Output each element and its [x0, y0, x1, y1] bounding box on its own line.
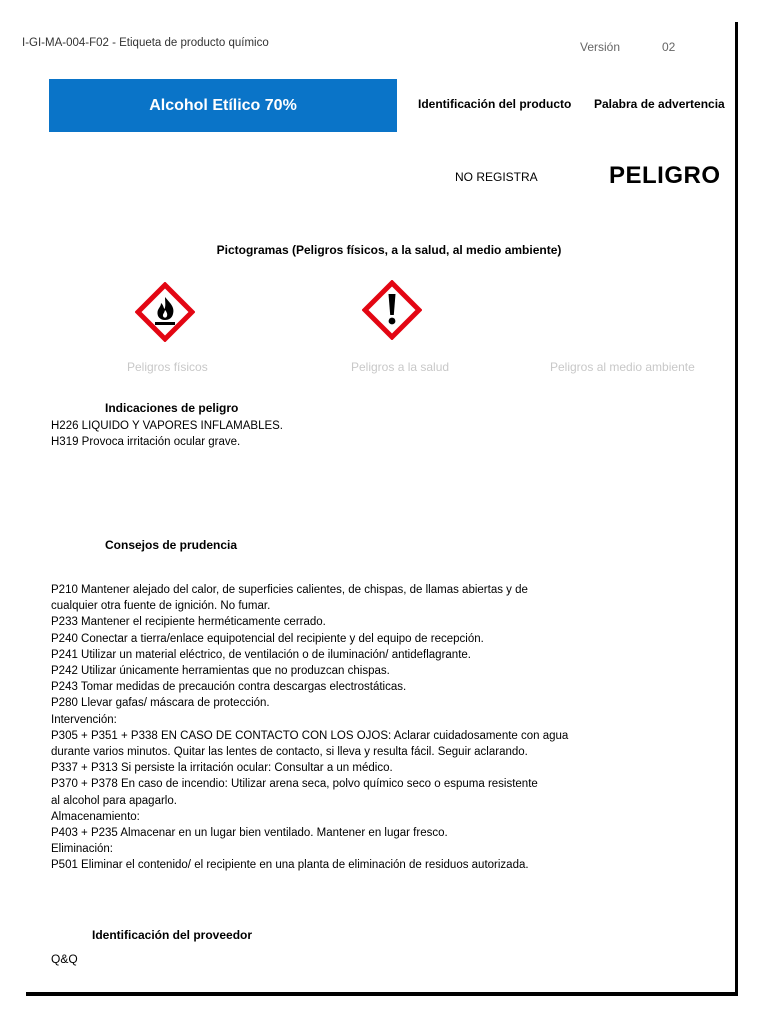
signal-word-label: Palabra de advertencia: [594, 97, 725, 111]
precaution-line: P210 Mantener alejado del calor, de superficies calientes, de chispas, de llamas abiertas y de: [51, 584, 528, 596]
provider-identification-title: Identificación del proveedor: [92, 928, 253, 942]
precaution-line: P280 Llevar gafas/ máscara de protección.: [51, 697, 270, 710]
precaution-line: Intervención:: [51, 713, 117, 726]
flame-pictogram-icon: [135, 282, 195, 342]
precaution-line: P305 + P351 + P338 EN CASO DE CONTACTO CON LOS OJOS: Aclarar cuidadosamente con agua: [51, 729, 569, 742]
bottom-border-line: [26, 992, 738, 996]
product-name: Alcohol Etílico 70%: [149, 96, 297, 114]
precaution-line: P240 Conectar a tierra/enlace equipotencial del recipiente y del equipo de recepción.: [51, 632, 484, 645]
precaution-line: P242 Utilizar únicamente herramientas que no produzcan chispas.: [51, 665, 390, 678]
precaution-line: al alcohol para apagarlo.: [51, 794, 177, 807]
precaution-line: P233 Mantener el recipiente herméticamente cerrado.: [51, 616, 326, 629]
precaution-line: P337 + P313 Si persiste la irritación ocular: Consultar a un médico.: [51, 762, 393, 775]
pictograms-title: Pictogramas (Peligros físicos, a la salud, al medio ambiente): [216, 243, 562, 257]
health-hazards-label: Peligros a la salud: [351, 360, 450, 374]
hazard-statements-title: Indicaciones de peligro: [105, 401, 239, 415]
signal-word: PELIGRO: [609, 162, 721, 189]
product-name-banner: [49, 79, 397, 132]
provider-name: Q&Q: [51, 952, 78, 966]
product-identification-value: NO REGISTRA: [455, 170, 538, 184]
precaution-line: P241 Utilizar un material eléctrico, de ventilación o de iluminación/ antideflagrante.: [51, 648, 471, 661]
physical-hazards-label: Peligros físicos: [127, 360, 208, 374]
precaution-line: cualquier otra fuente de ignición. No fumar.: [51, 600, 271, 613]
precautionary-statements-list: [51, 582, 611, 874]
precaution-line: P403 + P235 Almacenar en un lugar bien ventilado. Mantener en lugar fresco.: [51, 827, 448, 840]
hazard-statements-list: [51, 418, 283, 450]
precaution-line: Eliminación:: [51, 843, 113, 856]
right-border-line: [735, 22, 738, 994]
product-identification-label: Identificación del producto: [418, 97, 572, 111]
precaution-line: Almacenamiento:: [51, 810, 140, 823]
precaution-line: P243 Tomar medidas de precaución contra descargas electrostáticas.: [51, 681, 407, 694]
version-label: Versión: [580, 40, 621, 54]
hazard-statement: H226 LIQUIDO Y VAPORES INFLAMABLES.: [51, 420, 284, 432]
precautionary-statements-title: Consejos de prudencia: [105, 538, 238, 552]
precaution-line: P370 + P378 En caso de incendio: Utilizar arena seca, polvo químico seco o espuma resistente: [51, 778, 538, 791]
hazard-statement: H319 Provoca irritación ocular grave.: [51, 436, 241, 448]
precaution-line: durante varios minutos. Quitar las lentes de contacto, si lleva y resulta fácil. Seguir aclarando.: [51, 746, 528, 759]
environmental-hazards-label: Peligros al medio ambiente: [550, 360, 695, 374]
exclamation-pictogram-icon: [362, 280, 422, 340]
version-value: 02: [662, 40, 676, 54]
document-code: I-GI-MA-004-F02 - Etiqueta de producto químico: [22, 37, 269, 49]
precaution-line: P501 Eliminar el contenido/ el recipiente en una planta de eliminación de residuos autorizada.: [51, 859, 529, 872]
